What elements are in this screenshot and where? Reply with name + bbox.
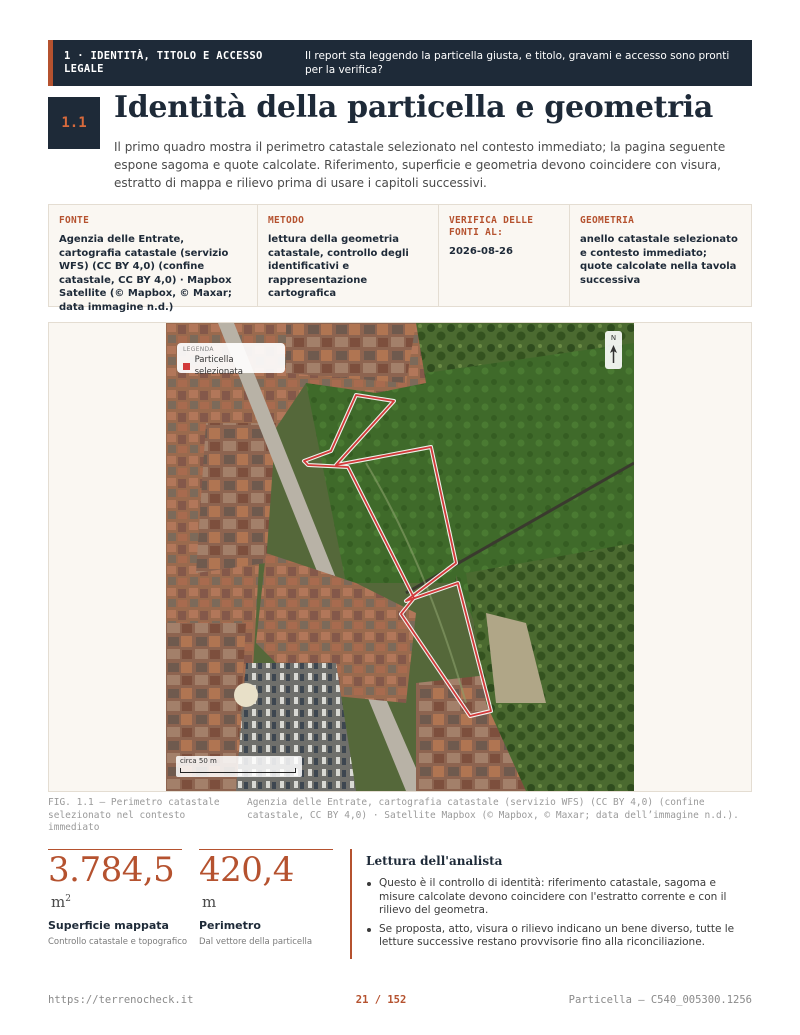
meta-source bbox=[49, 205, 258, 313]
meta-method bbox=[258, 205, 439, 306]
list-item: Questo è il controllo di identità: riferimento catastale, sagoma e misure calcolate devono coincidere con l'estratto corrente e con il rilievo del geometra. bbox=[366, 877, 752, 918]
north-arrow-icon bbox=[605, 343, 622, 365]
north-label: N bbox=[610, 334, 617, 342]
map-legend bbox=[177, 343, 285, 377]
chapter-question: Il report sta leggendo la particella giusta, e titolo, gravami e accesso sono pronti per la verifica? bbox=[305, 50, 730, 76]
stat-label: Superficie mappata bbox=[48, 919, 169, 932]
page-title: Identità della particella e geometria bbox=[114, 90, 713, 125]
stat-value: 420,4 bbox=[199, 850, 294, 890]
figure-caption: FIG. 1.1 — Perimetro catastale selezionato nel contesto immediato bbox=[48, 797, 220, 833]
legend-item bbox=[183, 354, 279, 378]
figure-source: Agenzia delle Entrate, cartografia catastale (servizio WFS) (CC BY 4,0) (confine catastale, CC BY 4,0) · Satellite Mapbox (© Mapbox, © Maxar; data dell’immagine n.d.). bbox=[247, 797, 739, 821]
meta-value: anello catastale selezionato e contesto immediato; quote calcolate nella tavola successiva bbox=[580, 234, 738, 286]
stat-sublabel: Dal vettore della particella bbox=[199, 937, 313, 947]
footer-parcel-id: Particella — C540_005300.1256 bbox=[568, 994, 752, 1006]
meta-label: METODO bbox=[268, 215, 305, 226]
stat-area bbox=[48, 849, 188, 948]
source-metadata-table bbox=[48, 204, 752, 313]
meta-value: lettura della geometria catastale, controllo degli identificativi e rappresentazione cartografica bbox=[268, 234, 409, 299]
analyst-notes-title: Lettura dell'analista bbox=[366, 854, 503, 868]
chapter-header bbox=[48, 40, 752, 86]
satellite-map[interactable] bbox=[166, 323, 634, 791]
map-canvas bbox=[166, 323, 634, 791]
scale-label: circa 50 m bbox=[180, 757, 217, 765]
meta-label: VERIFICA DELLE FONTI AL: bbox=[449, 215, 534, 238]
north-arrow bbox=[605, 331, 622, 369]
legend-title: LEGENDA bbox=[183, 346, 214, 353]
meta-value: Agenzia delle Entrate, cartografia catastale (servizio WFS) (CC BY 4,0) (confine catastale, CC BY 4,0) · Mapbox Satellite (© Mapbox, © Maxar; data immagine n.d.) bbox=[59, 234, 232, 313]
list-item: Se proposta, atto, visura o rilievo indicano un bene diverso, tutte le letture successive restano provvisorie fino alla riconciliazione. bbox=[366, 923, 752, 950]
analyst-notes bbox=[350, 849, 752, 959]
analyst-notes-list bbox=[366, 877, 752, 950]
page-footer bbox=[48, 994, 752, 1006]
meta-label: GEOMETRIA bbox=[580, 215, 635, 226]
stat-label: Perimetro bbox=[199, 919, 261, 932]
chapter-label: 1 · IDENTITÀ, TITOLO E ACCESSO LEGALE bbox=[64, 50, 263, 75]
legend-item-label: Particella selezionata bbox=[194, 355, 243, 377]
section-number: 1.1 bbox=[48, 97, 100, 149]
page-number: 21 / 152 bbox=[355, 994, 407, 1006]
stat-sublabel: Controllo catastale e topografico bbox=[48, 937, 188, 947]
parcel-swatch bbox=[183, 363, 190, 370]
stat-unit: $m^2$ bbox=[51, 893, 71, 911]
stat-perimeter bbox=[199, 849, 333, 948]
footer-url[interactable]: https://terrenocheck.it bbox=[48, 994, 194, 1006]
scale-bar-line bbox=[180, 768, 296, 773]
meta-verification-date bbox=[439, 205, 570, 306]
meta-label: FONTE bbox=[59, 215, 90, 226]
meta-value: 2026-08-26 bbox=[449, 246, 513, 257]
scale-bar bbox=[176, 756, 302, 777]
stat-unit: m bbox=[202, 893, 217, 911]
section-intro: Il primo quadro mostra il perimetro catastale selezionato nel contesto immediato; la pagina seguente espone sagoma e quote calcolate. Riferimento, superficie e geometria devono coincidere con visura, estratto di mappa e rilievo prima di usare i capitoli successivi. bbox=[114, 140, 726, 190]
stat-value: 3.784,5 bbox=[48, 850, 175, 890]
meta-geometry bbox=[570, 205, 751, 306]
